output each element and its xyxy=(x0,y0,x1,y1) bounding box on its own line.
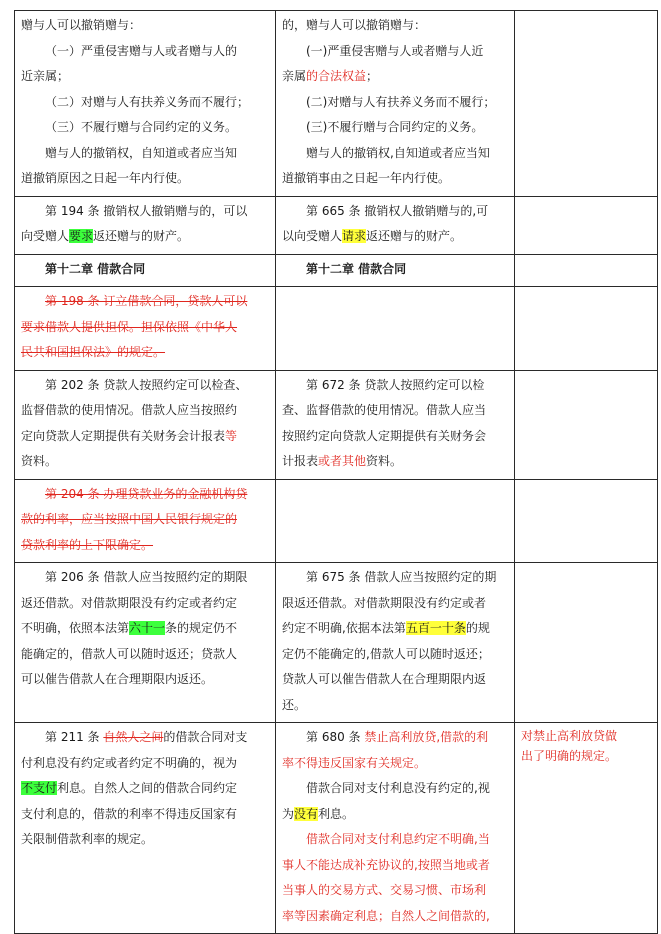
text-line: 当事人的交易方式、交易习惯、市场利 xyxy=(282,883,487,897)
text-line: 款的利率，应当按照中国人民银行规定的 xyxy=(21,512,238,526)
table-row xyxy=(15,723,658,934)
added-text: 禁止高利放贷,借款的利 xyxy=(364,730,489,744)
text-line: 第 206 条 借款人应当按照约定的期限 xyxy=(45,570,248,584)
text-line: 第 202 条 贷款人按照约定可以检查、 xyxy=(45,377,248,392)
text-line: 借款合同对支付利息约定不明确,当 xyxy=(306,832,490,846)
removed-text: 自然人之间 xyxy=(103,730,164,744)
deleted-article-cell xyxy=(15,479,276,563)
note-cell xyxy=(515,11,658,197)
table-row xyxy=(15,11,658,197)
table-row xyxy=(15,287,658,371)
table-row xyxy=(15,563,658,723)
old-law-cell xyxy=(15,196,276,254)
text-line: 为没有利息。 xyxy=(282,806,355,821)
text-line: 赠与人的撤销权,自知道或者应当知 xyxy=(306,145,490,160)
text-line: 计报表或者其他资料。 xyxy=(282,454,403,468)
removed-text: 等 xyxy=(225,428,238,443)
text-line: 赠与人的撤销权，自知道或者应当知 xyxy=(45,145,238,160)
deleted-article-cell xyxy=(15,287,276,371)
changed-text: 六十一 xyxy=(129,621,166,635)
note-cell xyxy=(515,723,658,934)
text-line: 监督借款的使用情况。借款人应当按照约 xyxy=(21,403,238,417)
text-line: 不支付利息。自然人之间的借款合同约定 xyxy=(21,781,238,795)
law-comparison-table xyxy=(14,10,658,934)
table-row xyxy=(15,196,658,254)
changed-text: 没有 xyxy=(294,806,319,821)
changed-text: 请求 xyxy=(342,229,367,243)
note-cell xyxy=(515,254,658,287)
text-line: 民共和国担保法》的规定。 xyxy=(21,345,166,359)
added-text: 或者其他 xyxy=(318,454,367,468)
text-line: 约定不明确,依据本法第五百一十条的规 xyxy=(282,621,490,635)
note-cell xyxy=(515,196,658,254)
text-line: (一)严重侵害赠与人或者赠与人近 xyxy=(306,43,484,58)
table-row xyxy=(15,479,658,563)
text-line: 能确定的，借款人可以随时返还；贷款人 xyxy=(21,646,238,661)
new-law-cell xyxy=(276,479,515,563)
text-line: 第 665 条 撤销权人撤销赠与的,可 xyxy=(306,203,489,218)
text-line: 查、监督借款的使用情况。借款人应当 xyxy=(282,403,487,417)
changed-text: 五百一十条 xyxy=(405,621,466,635)
text-line: 事人不能达成补充协议的,按照当地或者 xyxy=(282,857,490,872)
text-line: 第 204 条 办理贷款业务的金融机构贷 xyxy=(45,486,248,501)
text-line: 第 672 条 贷款人按照约定可以检 xyxy=(306,377,485,392)
new-law-cell xyxy=(276,287,515,371)
text-line: 第 680 条 禁止高利放贷,借款的利 xyxy=(306,730,489,744)
old-law-cell xyxy=(15,723,276,934)
text-line: 要求借款人提供担保。担保依照《中华人 xyxy=(21,319,238,334)
text-line: 可以催告借款人在合理期限内返还。 xyxy=(21,672,214,686)
text-line: 第 198 条 订立借款合同，贷款人可以 xyxy=(45,294,248,308)
note-line: 出了明确的规定。 xyxy=(521,749,618,763)
text-line: 的，赠与人可以撤销赠与： xyxy=(282,18,427,32)
text-line: 第 194 条 撤销权人撤销赠与的，可以 xyxy=(45,203,248,218)
text-line: 资料。 xyxy=(21,454,58,468)
changed-text: 不支付 xyxy=(21,781,58,795)
text-line: 支付利息的，借款的利率不得违反国家有 xyxy=(21,806,238,821)
text-line: 定向贷款人定期提供有关财务会计报表等 xyxy=(21,428,238,443)
added-text: 的合法权益 xyxy=(306,69,367,83)
text-line: 率不得违反国家有关规定。 xyxy=(282,755,427,770)
text-line: （三）不履行赠与合同约定的义务。 xyxy=(45,120,238,134)
old-law-cell xyxy=(15,563,276,723)
text-line: 第 211 条 自然人之间的借款合同对支 xyxy=(45,730,248,744)
text-line: 还。 xyxy=(282,697,307,712)
text-line: 道撤销事由之日起一年内行使。 xyxy=(282,171,451,185)
text-line: (二)对赠与人有扶养义务而不履行； xyxy=(306,94,496,109)
text-line: 按照约定向贷款人定期提供有关财务会 xyxy=(282,428,487,443)
note-line: 对禁止高利放贷做 xyxy=(521,729,618,743)
table-row xyxy=(15,254,658,287)
text-line: 亲属的合法权益； xyxy=(282,69,379,83)
chapter-heading: 第十二章 借款合同 xyxy=(306,261,407,276)
text-line: （一）严重侵害赠与人或者赠与人的 xyxy=(45,43,238,58)
text-line: 关限制借款利率的规定。 xyxy=(21,832,154,846)
text-line: 借款合同对支付利息没有约定的,视 xyxy=(306,781,490,795)
text-line: 贷款人可以催告借款人在合理期限内返 xyxy=(282,672,487,686)
text-line: 不明确，依照本法第六十一条的规定仍不 xyxy=(21,621,238,635)
new-law-cell xyxy=(276,563,515,723)
old-law-cell xyxy=(15,254,276,287)
text-line: 贷款利率的上下限确定。 xyxy=(21,537,154,552)
text-line: (三)不履行赠与合同约定的义务。 xyxy=(306,120,484,134)
text-line: 向受赠人要求返还赠与的财产。 xyxy=(21,229,190,243)
new-law-cell xyxy=(276,723,515,934)
new-law-cell xyxy=(276,370,515,479)
note-cell xyxy=(515,370,658,479)
chapter-heading: 第十二章 借款合同 xyxy=(45,261,146,276)
text-line: 定仍不能确定的,借款人可以随时返还； xyxy=(282,646,490,661)
text-line: 限返还借款。对借款期限没有约定或者 xyxy=(282,595,487,610)
note-cell xyxy=(515,479,658,563)
text-line: （二）对赠与人有扶养义务而不履行； xyxy=(45,94,250,109)
changed-text: 要求 xyxy=(69,229,94,243)
text-line: 返还借款。对借款期限没有约定或者约定 xyxy=(21,595,238,610)
new-law-cell xyxy=(276,11,515,197)
old-law-cell xyxy=(15,11,276,197)
text-line: 近亲属； xyxy=(21,69,70,83)
text-line: 赠与人可以撤销赠与： xyxy=(21,18,142,32)
text-line: 付利息没有约定或者约定不明确的，视为 xyxy=(21,755,238,770)
table-row xyxy=(15,370,658,479)
new-law-cell xyxy=(276,254,515,287)
text-line: 以向受赠人请求返还赠与的财产。 xyxy=(282,229,463,243)
note-cell xyxy=(515,287,658,371)
note-cell xyxy=(515,563,658,723)
text-line: 道撤销原因之日起一年内行使。 xyxy=(21,171,190,185)
old-law-cell xyxy=(15,370,276,479)
text-line: 第 675 条 借款人应当按照约定的期 xyxy=(306,570,497,584)
new-law-cell xyxy=(276,196,515,254)
text-line: 率等因素确定利息；自然人之间借款的, xyxy=(282,908,490,923)
